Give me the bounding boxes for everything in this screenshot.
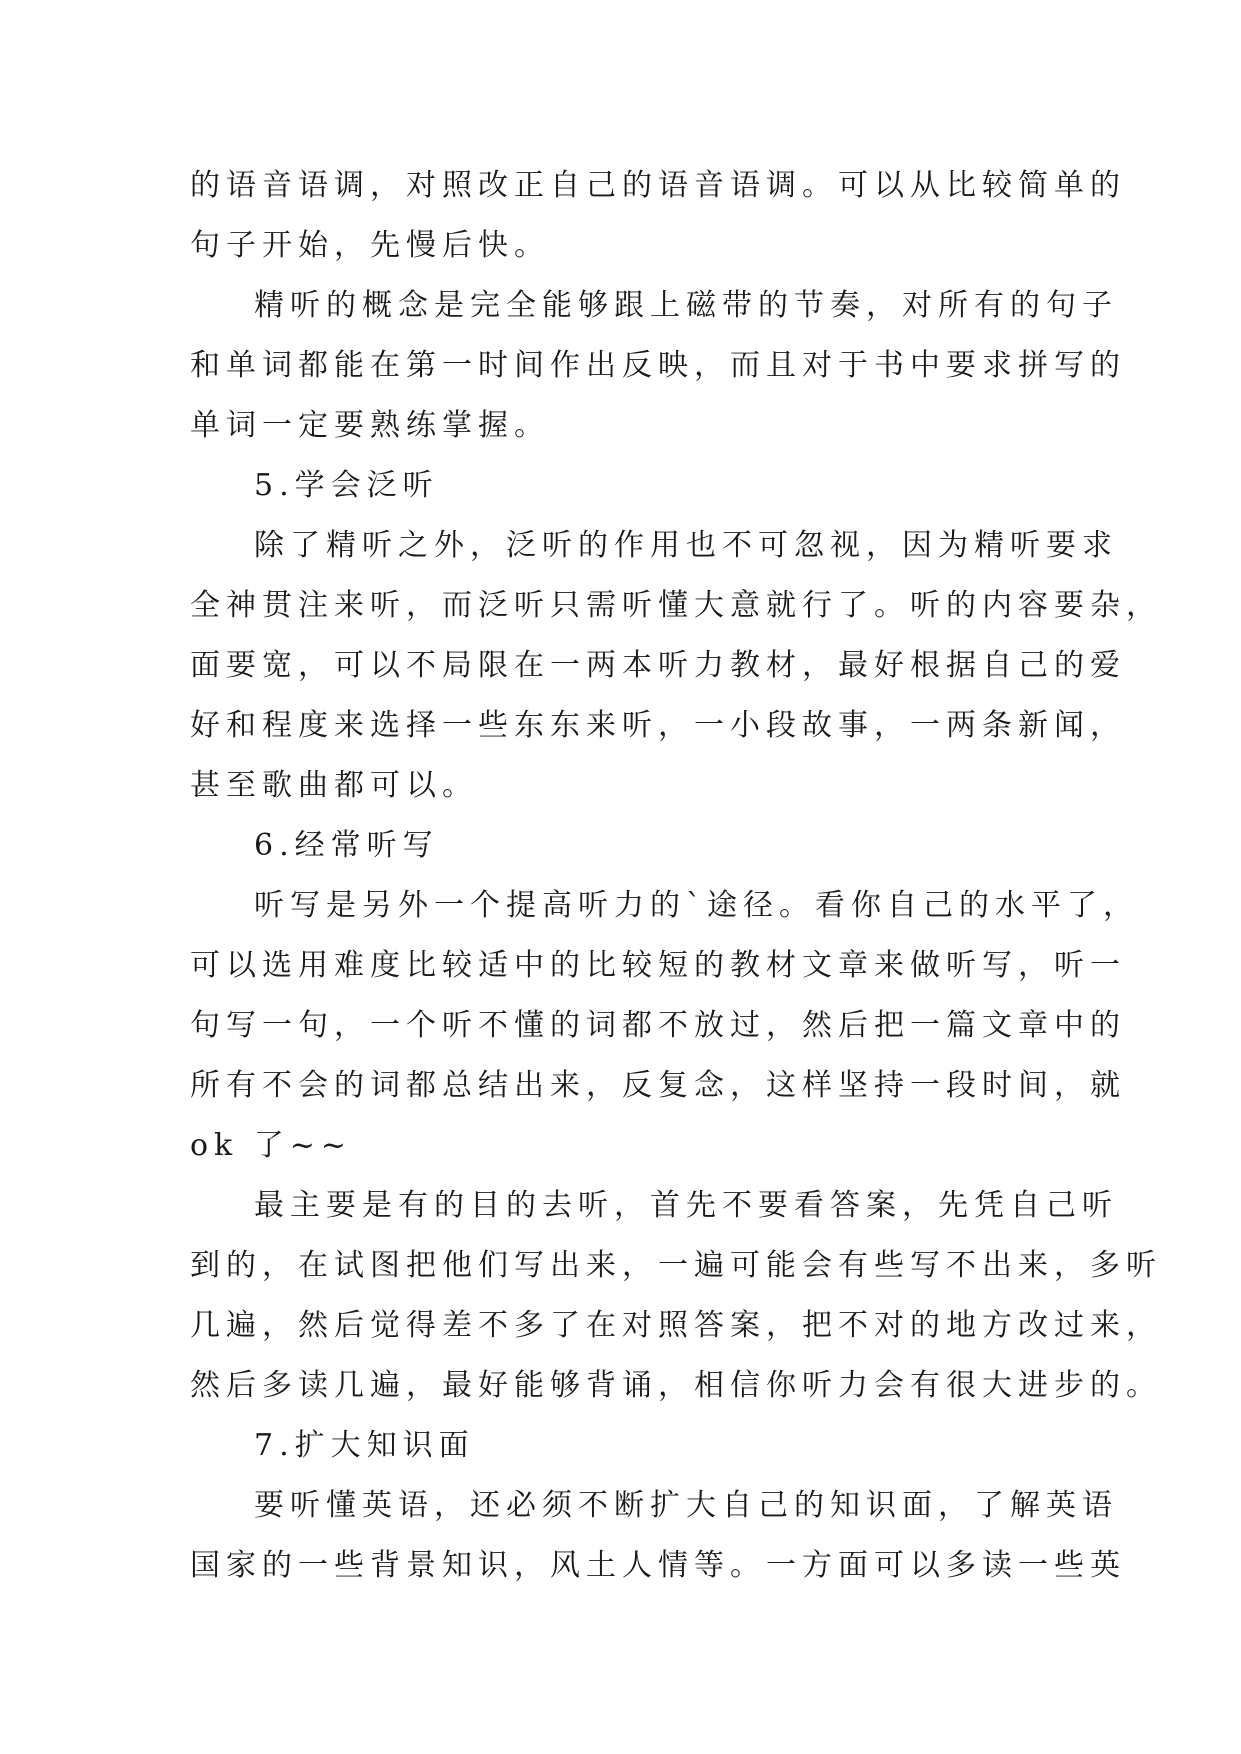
text-line: 全神贯注来听，而泛听只需听懂大意就行了。听的内容要杂， (190, 588, 1162, 623)
text-line: 面要宽，可以不局限在一两本听力教材，最好根据自己的爱 (190, 648, 1126, 683)
text-line: 和单词都能在第一时间作出反映，而且对于书中要求拼写的 (190, 348, 1126, 383)
text-line: 句子开始，先慢后快。 (190, 228, 550, 263)
text-line: ok 了~~ (190, 1128, 353, 1163)
paragraph-start: 最主要是有的目的去听，首先不要看答案，先凭自己听 (254, 1188, 1118, 1223)
section-heading: 7.扩大知识面 (254, 1428, 475, 1463)
paragraph-start: 除了精听之外，泛听的作用也不可忽视，因为精听要求 (254, 528, 1118, 563)
text-line: 好和程度来选择一些东东来听，一小段故事，一两条新闻， (190, 708, 1126, 743)
paragraph-start: 精听的概念是完全能够跟上磁带的节奏，对所有的句子 (254, 288, 1118, 323)
paragraph-start: 要听懂英语，还必须不断扩大自己的知识面，了解英语 (254, 1488, 1118, 1523)
text-line: 的语音语调，对照改正自己的语音语调。可以从比较简单的 (190, 168, 1126, 203)
text-line: 甚至歌曲都可以。 (190, 768, 478, 803)
text-line: 几遍，然后觉得差不多了在对照答案，把不对的地方改过来， (190, 1308, 1162, 1343)
text-line: 句写一句，一个听不懂的词都不放过，然后把一篇文章中的 (190, 1008, 1126, 1043)
text-line: 所有不会的词都总结出来，反复念，这样坚持一段时间，就 (190, 1068, 1126, 1103)
text-line: 单词一定要熟练掌握。 (190, 408, 550, 443)
text-line: 然后多读几遍，最好能够背诵，相信你听力会有很大进步的。 (190, 1368, 1162, 1403)
section-heading: 5.学会泛听 (254, 468, 439, 503)
text-line: 国家的一些背景知识，风土人情等。一方面可以多读一些英 (190, 1548, 1126, 1583)
text-line: 可以选用难度比较适中的比较短的教材文章来做听写，听一 (190, 948, 1126, 983)
text-line: 到的，在试图把他们写出来，一遍可能会有些写不出来，多听 (190, 1248, 1162, 1283)
paragraph-start: 听写是另外一个提高听力的`途径。看你自己的水平了， (254, 888, 1139, 923)
section-heading: 6.经常听写 (254, 828, 439, 863)
